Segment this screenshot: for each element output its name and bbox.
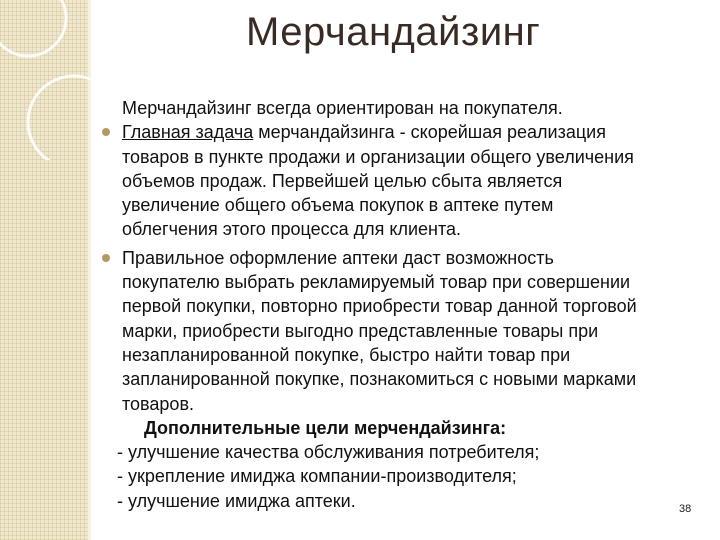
bullet-text-line: товаров в пункте продажи и организации общего увеличения <box>122 146 634 167</box>
page-number: 38 <box>679 503 692 515</box>
bullet-text: мерчандайзинга - скорейшая реализация <box>253 122 606 143</box>
bullet-text-line: объемов продаж. Первейшей целью сбыта является <box>122 170 563 191</box>
bullet-text-line: незапланированной покупке, быстро найти товар при <box>122 344 571 365</box>
goal-item: - укрепление имиджа компании-производителя; <box>117 466 517 487</box>
bullet-text-line: покупателю выбрать рекламируемый товар при совершении <box>122 272 631 293</box>
goal-item: - улучшение имиджа аптеки. <box>117 490 356 511</box>
bullet-pharmacy-design <box>100 246 700 416</box>
bullet-text-line: Правильное оформление аптеки даст возможность <box>122 247 554 268</box>
bullet-main-task-first-line <box>100 120 700 144</box>
goal-item: - улучшение качества обслуживания потребителя; <box>117 442 540 463</box>
bullet-text-line: первой покупки, повторно приобрести товар данной торговой <box>122 296 637 317</box>
underlined-term: Главная задача <box>122 122 254 143</box>
bullet-dot <box>102 254 110 262</box>
slide-body <box>100 96 700 513</box>
bullet-text-line: запланированной покупке, познакомиться с новыми марками <box>122 369 637 390</box>
bullet-main-task <box>100 120 700 241</box>
intro-text: Мерчандайзинг всегда ориентирован на покупателя. <box>122 98 563 118</box>
bullet-text-line: увеличение общего объема покупок в аптеке путем <box>122 195 554 216</box>
bullet-text-line: облегчения этого процесса для клиента. <box>122 219 462 240</box>
bullet-text-line: марки, приобрести выгодно представленные товары при <box>122 320 599 341</box>
bullet-text-line: товаров. <box>122 393 195 414</box>
goals-heading: Дополнительные цели мерчендайзинга: <box>144 417 507 438</box>
slide-title: Мерчандайзинг <box>246 10 541 54</box>
